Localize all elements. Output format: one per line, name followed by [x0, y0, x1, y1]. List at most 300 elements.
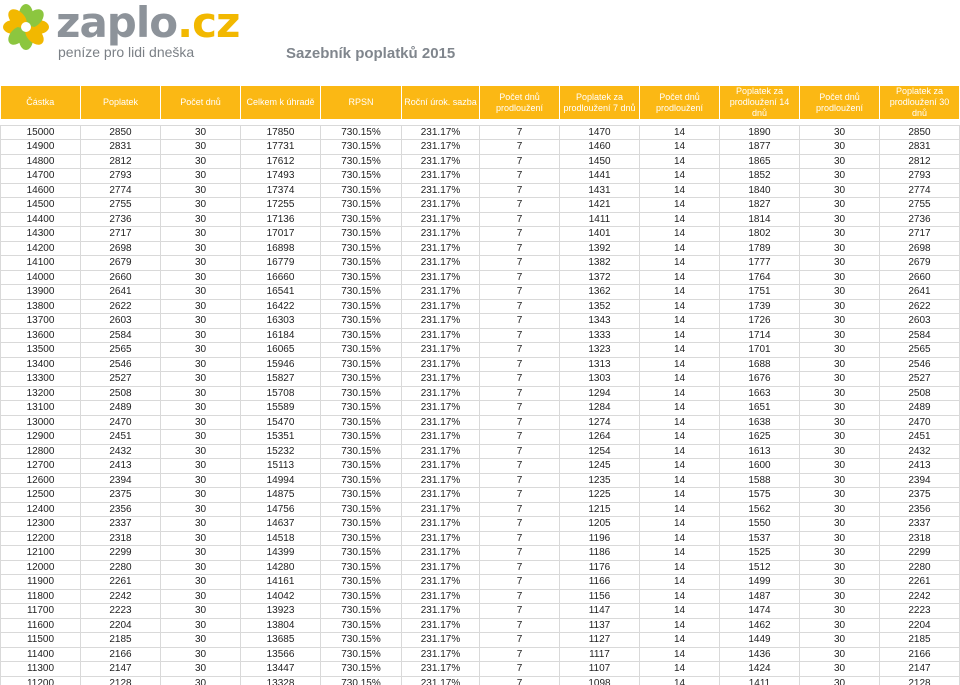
table-cell: 7: [480, 169, 560, 184]
table-cell: 30: [161, 444, 241, 459]
table-cell: 14: [640, 575, 720, 590]
table-cell: 2147: [880, 662, 960, 677]
table-cell: 14: [640, 633, 720, 648]
table-cell: 7: [480, 285, 560, 300]
table-cell: 730.15%: [321, 473, 402, 488]
table-cell: 2622: [880, 299, 960, 314]
table-cell: 14: [640, 140, 720, 155]
table-row: [1, 314, 960, 329]
table-cell: 2565: [880, 343, 960, 358]
table-cell: 30: [161, 328, 241, 343]
table-cell: 30: [161, 372, 241, 387]
table-cell: 730.15%: [321, 401, 402, 416]
table-cell: 30: [800, 662, 880, 677]
table-row: [1, 633, 960, 648]
table-cell: 30: [161, 241, 241, 256]
table-cell: 2242: [880, 589, 960, 604]
table-cell: 2356: [880, 502, 960, 517]
table-cell: 2508: [880, 386, 960, 401]
table-cell: 730.15%: [321, 531, 402, 546]
table-cell: 1343: [560, 314, 640, 329]
table-cell: 30: [161, 314, 241, 329]
table-row: [1, 546, 960, 561]
table-cell: 730.15%: [321, 212, 402, 227]
table-cell: 1196: [560, 531, 640, 546]
table-cell: 730.15%: [321, 415, 402, 430]
table-cell: 231.17%: [402, 604, 480, 619]
table-cell: 13804: [241, 618, 321, 633]
table-row: [1, 531, 960, 546]
table-cell: 1575: [720, 488, 800, 503]
table-cell: 30: [800, 560, 880, 575]
table-cell: 1487: [720, 589, 800, 604]
table-cell: 11200: [1, 676, 81, 685]
table-cell: 17850: [241, 125, 321, 140]
table-cell: 30: [800, 676, 880, 685]
table-cell: 2774: [880, 183, 960, 198]
table-cell: 1107: [560, 662, 640, 677]
table-cell: 14800: [1, 154, 81, 169]
table-cell: 1156: [560, 589, 640, 604]
table-row: [1, 270, 960, 285]
table-cell: 1814: [720, 212, 800, 227]
table-cell: 1865: [720, 154, 800, 169]
table-cell: 14637: [241, 517, 321, 532]
table-cell: 17612: [241, 154, 321, 169]
table-cell: 1688: [720, 357, 800, 372]
table-cell: 16303: [241, 314, 321, 329]
table-cell: 2242: [81, 589, 161, 604]
table-cell: 1764: [720, 270, 800, 285]
table-cell: 30: [800, 546, 880, 561]
table-cell: 231.17%: [402, 256, 480, 271]
table-cell: 14: [640, 227, 720, 242]
logo-tld: .cz: [177, 0, 240, 47]
table-cell: 30: [800, 140, 880, 155]
table-cell: 30: [800, 343, 880, 358]
table-row: [1, 169, 960, 184]
table-cell: 14042: [241, 589, 321, 604]
table-cell: 231.17%: [402, 459, 480, 474]
table-cell: 1550: [720, 517, 800, 532]
table-cell: 14: [640, 154, 720, 169]
column-header-11: Počet dnů prodloužení: [800, 86, 880, 119]
table-cell: 7: [480, 372, 560, 387]
table-cell: 30: [800, 633, 880, 648]
table-cell: 12000: [1, 560, 81, 575]
table-cell: 2641: [81, 285, 161, 300]
table-cell: 730.15%: [321, 270, 402, 285]
table-cell: 30: [800, 459, 880, 474]
table-cell: 730.15%: [321, 227, 402, 242]
table-cell: 30: [161, 531, 241, 546]
table-cell: 12200: [1, 531, 81, 546]
table-cell: 730.15%: [321, 560, 402, 575]
table-cell: 14161: [241, 575, 321, 590]
table-cell: 2470: [81, 415, 161, 430]
table-cell: 1450: [560, 154, 640, 169]
table-cell: 7: [480, 140, 560, 155]
table-cell: 730.15%: [321, 256, 402, 271]
table-cell: 14100: [1, 256, 81, 271]
table-cell: 231.17%: [402, 430, 480, 445]
table-cell: 1186: [560, 546, 640, 561]
table-cell: 16898: [241, 241, 321, 256]
table-cell: 2622: [81, 299, 161, 314]
table-cell: 7: [480, 502, 560, 517]
table-cell: 1392: [560, 241, 640, 256]
table-cell: 7: [480, 517, 560, 532]
table-cell: 30: [161, 212, 241, 227]
table-cell: 730.15%: [321, 299, 402, 314]
table-cell: 2204: [880, 618, 960, 633]
table-cell: 2204: [81, 618, 161, 633]
table-cell: 16065: [241, 343, 321, 358]
table-cell: 13328: [241, 676, 321, 685]
table-cell: 1499: [720, 575, 800, 590]
table-cell: 1147: [560, 604, 640, 619]
table-cell: 2850: [81, 125, 161, 140]
table-cell: 2299: [880, 546, 960, 561]
table-cell: 1827: [720, 198, 800, 213]
table-cell: 231.17%: [402, 444, 480, 459]
table-cell: 7: [480, 633, 560, 648]
column-header-12: Poplatek za prodloužení 30 dnů: [880, 86, 960, 119]
table-cell: 7: [480, 314, 560, 329]
table-cell: 30: [800, 357, 880, 372]
table-cell: 12900: [1, 430, 81, 445]
table-cell: 30: [161, 430, 241, 445]
table-row: [1, 430, 960, 445]
table-cell: 14: [640, 125, 720, 140]
table-cell: 231.17%: [402, 328, 480, 343]
table-cell: 30: [161, 270, 241, 285]
table-cell: 16779: [241, 256, 321, 271]
table-cell: 2318: [81, 531, 161, 546]
table-cell: 14: [640, 401, 720, 416]
table-cell: 7: [480, 473, 560, 488]
table-cell: 2147: [81, 662, 161, 677]
table-cell: 231.17%: [402, 343, 480, 358]
table-cell: 14: [640, 241, 720, 256]
table-cell: 14: [640, 256, 720, 271]
table-cell: 2261: [81, 575, 161, 590]
table-cell: 30: [161, 285, 241, 300]
table-cell: 2546: [81, 357, 161, 372]
table-cell: 231.17%: [402, 357, 480, 372]
table-row: [1, 502, 960, 517]
table-cell: 730.15%: [321, 488, 402, 503]
table-cell: 17255: [241, 198, 321, 213]
table-cell: 730.15%: [321, 589, 402, 604]
table-cell: 1802: [720, 227, 800, 242]
table-cell: 1588: [720, 473, 800, 488]
table-cell: 1441: [560, 169, 640, 184]
table-cell: 14: [640, 546, 720, 561]
table-cell: 30: [800, 415, 880, 430]
table-cell: 1638: [720, 415, 800, 430]
table-cell: 1401: [560, 227, 640, 242]
table-cell: 1537: [720, 531, 800, 546]
table-cell: 14: [640, 604, 720, 619]
table-cell: 2185: [880, 633, 960, 648]
table-cell: 13400: [1, 357, 81, 372]
table-cell: 231.17%: [402, 401, 480, 416]
table-cell: 1739: [720, 299, 800, 314]
table-cell: 1663: [720, 386, 800, 401]
table-cell: 14600: [1, 183, 81, 198]
table-cell: 1460: [560, 140, 640, 155]
table-cell: 14: [640, 430, 720, 445]
table-cell: 2850: [880, 125, 960, 140]
table-cell: 1274: [560, 415, 640, 430]
table-cell: 30: [161, 488, 241, 503]
table-cell: 7: [480, 212, 560, 227]
table-cell: 7: [480, 154, 560, 169]
table-cell: 30: [161, 227, 241, 242]
table-row: [1, 676, 960, 685]
table-cell: 2641: [880, 285, 960, 300]
table-cell: 2717: [81, 227, 161, 242]
table-row: [1, 328, 960, 343]
table-cell: 231.17%: [402, 299, 480, 314]
logo-wordmark: [56, 0, 239, 48]
table-cell: 30: [161, 618, 241, 633]
table-cell: 14: [640, 328, 720, 343]
table-row: [1, 343, 960, 358]
table-cell: 1294: [560, 386, 640, 401]
table-cell: 30: [161, 473, 241, 488]
table-cell: 2470: [880, 415, 960, 430]
table-cell: 730.15%: [321, 169, 402, 184]
table-cell: 30: [800, 241, 880, 256]
table-cell: 1166: [560, 575, 640, 590]
table-cell: 1254: [560, 444, 640, 459]
table-cell: 30: [161, 415, 241, 430]
table-cell: 30: [161, 125, 241, 140]
table-cell: 2280: [81, 560, 161, 575]
table-cell: 2831: [81, 140, 161, 155]
table-cell: 14: [640, 459, 720, 474]
table-cell: 1840: [720, 183, 800, 198]
table-cell: 231.17%: [402, 488, 480, 503]
table-cell: 14875: [241, 488, 321, 503]
table-cell: 30: [800, 488, 880, 503]
table-cell: 231.17%: [402, 372, 480, 387]
table-cell: 231.17%: [402, 198, 480, 213]
table-cell: 30: [800, 328, 880, 343]
table-cell: 30: [800, 154, 880, 169]
table-cell: 11800: [1, 589, 81, 604]
table-cell: 2660: [880, 270, 960, 285]
table-cell: 730.15%: [321, 314, 402, 329]
table-cell: 11400: [1, 647, 81, 662]
table-cell: 30: [800, 227, 880, 242]
table-cell: 730.15%: [321, 343, 402, 358]
table-cell: 12800: [1, 444, 81, 459]
table-cell: 730.15%: [321, 546, 402, 561]
table-cell: 30: [800, 256, 880, 271]
table-cell: 13700: [1, 314, 81, 329]
table-cell: 1245: [560, 459, 640, 474]
table-cell: 1333: [560, 328, 640, 343]
table-cell: 11500: [1, 633, 81, 648]
table-cell: 30: [161, 140, 241, 155]
fee-table-body: [1, 125, 960, 685]
table-cell: 15470: [241, 415, 321, 430]
table-cell: 1701: [720, 343, 800, 358]
table-cell: 231.17%: [402, 531, 480, 546]
column-header-3: Počet dnů: [161, 86, 241, 119]
table-cell: 1205: [560, 517, 640, 532]
table-cell: 231.17%: [402, 212, 480, 227]
table-cell: 14500: [1, 198, 81, 213]
table-cell: 1777: [720, 256, 800, 271]
table-cell: 1421: [560, 198, 640, 213]
table-cell: 231.17%: [402, 633, 480, 648]
table-cell: 7: [480, 575, 560, 590]
table-cell: 30: [161, 357, 241, 372]
table-row: [1, 183, 960, 198]
table-cell: 730.15%: [321, 372, 402, 387]
table-cell: 13300: [1, 372, 81, 387]
table-cell: 2812: [81, 154, 161, 169]
table-cell: 730.15%: [321, 676, 402, 685]
table-cell: 2546: [880, 357, 960, 372]
table-cell: 30: [161, 676, 241, 685]
table-cell: 15708: [241, 386, 321, 401]
table-cell: 30: [161, 517, 241, 532]
table-cell: 30: [800, 618, 880, 633]
table-cell: 1890: [720, 125, 800, 140]
table-cell: 30: [161, 633, 241, 648]
table-cell: 14: [640, 502, 720, 517]
table-cell: 30: [800, 531, 880, 546]
table-cell: 14: [640, 473, 720, 488]
table-cell: 14280: [241, 560, 321, 575]
table-cell: 30: [800, 372, 880, 387]
table-cell: 1117: [560, 647, 640, 662]
table-cell: 730.15%: [321, 183, 402, 198]
table-cell: 13800: [1, 299, 81, 314]
table-cell: 1470: [560, 125, 640, 140]
table-cell: 2489: [880, 401, 960, 416]
table-cell: 7: [480, 589, 560, 604]
table-cell: 1431: [560, 183, 640, 198]
table-cell: 1284: [560, 401, 640, 416]
table-cell: 2261: [880, 575, 960, 590]
table-cell: 30: [800, 430, 880, 445]
table-cell: 2166: [880, 647, 960, 662]
table-cell: 2489: [81, 401, 161, 416]
table-cell: 30: [161, 154, 241, 169]
table-row: [1, 198, 960, 213]
table-cell: 11600: [1, 618, 81, 633]
table-cell: 30: [161, 502, 241, 517]
table-cell: 231.17%: [402, 183, 480, 198]
table-cell: 12300: [1, 517, 81, 532]
column-header-2: Poplatek: [81, 86, 161, 119]
table-cell: 1726: [720, 314, 800, 329]
table-cell: 7: [480, 227, 560, 242]
table-cell: 1562: [720, 502, 800, 517]
table-cell: 17731: [241, 140, 321, 155]
table-cell: 14: [640, 198, 720, 213]
table-row: [1, 517, 960, 532]
table-cell: 2736: [81, 212, 161, 227]
table-cell: 7: [480, 618, 560, 633]
table-cell: 730.15%: [321, 125, 402, 140]
table-cell: 730.15%: [321, 502, 402, 517]
table-cell: 17136: [241, 212, 321, 227]
table-cell: 2812: [880, 154, 960, 169]
table-cell: 14: [640, 589, 720, 604]
table-cell: 231.17%: [402, 618, 480, 633]
table-cell: 231.17%: [402, 285, 480, 300]
table-cell: 16184: [241, 328, 321, 343]
table-cell: 14: [640, 531, 720, 546]
table-cell: 2413: [880, 459, 960, 474]
column-header-4: Celkem k úhradě: [241, 86, 321, 119]
table-cell: 14: [640, 517, 720, 532]
logo-slogan: peníze pro lidi dneška: [58, 44, 195, 60]
table-cell: 30: [800, 502, 880, 517]
table-cell: 730.15%: [321, 517, 402, 532]
table-cell: 2375: [81, 488, 161, 503]
table-cell: 7: [480, 270, 560, 285]
table-cell: 14399: [241, 546, 321, 561]
table-cell: 14: [640, 270, 720, 285]
table-cell: 231.17%: [402, 560, 480, 575]
table-cell: 2698: [81, 241, 161, 256]
table-row: [1, 386, 960, 401]
table-cell: 13100: [1, 401, 81, 416]
table-cell: 7: [480, 430, 560, 445]
table-cell: 30: [161, 575, 241, 590]
table-cell: 730.15%: [321, 647, 402, 662]
table-cell: 2299: [81, 546, 161, 561]
table-cell: 7: [480, 198, 560, 213]
table-cell: 30: [161, 459, 241, 474]
table-cell: 30: [800, 604, 880, 619]
table-cell: 30: [800, 212, 880, 227]
table-cell: 30: [161, 198, 241, 213]
table-cell: 1323: [560, 343, 640, 358]
table-cell: 1625: [720, 430, 800, 445]
table-row: [1, 459, 960, 474]
table-cell: 231.17%: [402, 502, 480, 517]
table-cell: 730.15%: [321, 618, 402, 633]
table-row: [1, 662, 960, 677]
table-cell: 231.17%: [402, 415, 480, 430]
table-cell: 15351: [241, 430, 321, 445]
table-cell: 1789: [720, 241, 800, 256]
table-cell: 730.15%: [321, 386, 402, 401]
table-cell: 2565: [81, 343, 161, 358]
table-row: [1, 299, 960, 314]
table-cell: 2679: [880, 256, 960, 271]
table-cell: 14300: [1, 227, 81, 242]
table-row: [1, 560, 960, 575]
table-cell: 14: [640, 169, 720, 184]
table-row: [1, 488, 960, 503]
table-cell: 1600: [720, 459, 800, 474]
table-cell: 231.17%: [402, 473, 480, 488]
table-row: [1, 256, 960, 271]
table-cell: 2603: [81, 314, 161, 329]
table-cell: 1525: [720, 546, 800, 561]
document-title: Sazebník poplatků 2015: [286, 45, 456, 62]
